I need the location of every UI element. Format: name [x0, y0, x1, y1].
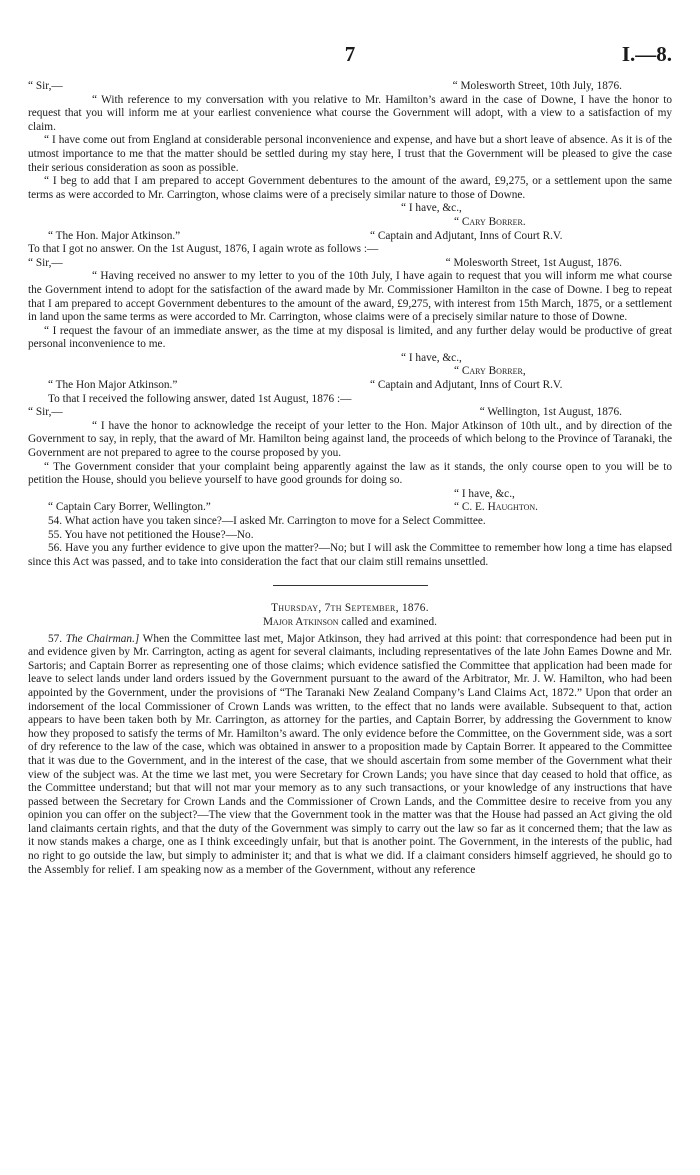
document-reference: I.—8.	[621, 42, 672, 66]
letter1-paragraph: “ With reference to my conversation with you relative to Mr. Hamilton’s award in the case of Downe, I have the honor to request that you will inform me at your earliest convenience what course the Government will adopt, with a view to a satisfaction of my claim.	[28, 93, 672, 133]
narrative-text: To that I got no answer. On the 1st August, 1876, I again wrote as follows :—	[28, 243, 379, 256]
qa-item: 54. What action have you taken since?—I asked Mr. Carrington to move for a Select Committee.	[48, 515, 486, 527]
letter1-paragraph: “ I beg to add that I am prepared to accept Government debentures to the amount of the award, £9,275, or a settlement upon the same terms as were accorded to Mr. Carrington, whose claims were of a precisely similar nature to those of Downe.	[28, 175, 672, 201]
letter2-footer	[28, 379, 672, 393]
qa-item	[28, 633, 672, 878]
letter1-address: “ Molesworth Street, 10th July, 1876.	[452, 80, 622, 92]
question-number: 57.	[48, 632, 63, 645]
qa-item: 56. Have you any further evidence to give upon the matter?—No; but I will ask the Committee to remember how long a time has elapsed since this Act was passed, and to take into consideration the fact that our claim still remains unsettled.	[28, 542, 672, 568]
letter3-closing: “ I have, &c.,	[454, 487, 515, 500]
letter2-recipient: “ The Hon Major Atkinson.”	[48, 379, 178, 392]
question-speaker: The Chairman.]	[65, 632, 140, 645]
letter2-paragraph: “ Having received no answer to my letter to you of the 10th July, I have again to request that you will inform me what course the Government intend to adopt for the satisfaction of the award made by Mr. Commissioner Hamilton in the case of Downe. I beg to repeat that I am prepared to accept Government debentures to the amount of the award, £9,275, with interest from 15th March, 1875, or a settlement in land upon the same terms as were accorded to Mr. Carrington, whose claims were of a precisely similar nature to those of Downe.	[28, 270, 672, 324]
page-header	[0, 42, 700, 66]
letter1-recipient: “ The Hon. Major Atkinson.”	[48, 229, 181, 242]
qa-item: 55. You have not petitioned the House?—No.	[48, 528, 254, 541]
letter3-footer	[28, 501, 672, 515]
letter2-signature: “ Cary Borrer,	[454, 365, 526, 378]
document-body	[28, 80, 672, 877]
letter2-paragraph: “ I request the favour of an immediate answer, as the time at my disposal is limited, and any further delay would be productive of great personal inconvenience to me.	[28, 324, 672, 351]
letter3-salutation: “ Sir,—	[28, 406, 63, 419]
letter1-salutation: “ Sir,—	[28, 80, 63, 92]
letter1-signature: “ Cary Borrer.	[454, 215, 526, 228]
witness-heading	[28, 616, 672, 630]
letter1-footer	[28, 230, 672, 244]
session-date-heading: Thursday, 7th September, 1876.	[271, 602, 429, 615]
letter2-address: “ Molesworth Street, 1st August, 1876.	[445, 256, 622, 269]
letter2-heading	[28, 257, 672, 271]
page-number: 7	[344, 42, 356, 66]
letter3-signature: “ C. E. Haughton.	[454, 501, 538, 514]
narrative-text: To that I received the following answer, dated 1st August, 1876 :—	[48, 392, 352, 405]
letter3-paragraph: “ I have the honor to acknowledge the receipt of your letter to the Hon. Major Atkinson of 10th ult., and by direction of the Government to say, in reply, that the award of Mr. Hamilton being against land, the proceeds of which belong to the Province of Taranaki, the Government are not prepared to agree to the course proposed by you.	[28, 419, 672, 460]
letter2-closing: “ I have, &c.,	[401, 351, 462, 364]
letter3-paragraph: “ The Government consider that your complaint being apparently against the law as it stands, the only course open to you will be to petition the House, should you believe yourself to have good grounds for doing so.	[28, 460, 672, 487]
witness-name: Major Atkinson	[262, 615, 339, 628]
letter2-signatory-title: “ Captain and Adjutant, Inns of Court R.V.	[370, 379, 563, 392]
witness-suffix: called and examined.	[341, 615, 438, 628]
letter1-paragraph: “ I have come out from England at considerable personal inconvenience and expense, and have but a short leave of absence. As it is of the utmost importance to me that the matter should be settled during my stay here, I trust that the Government will be pleased to give the case their serious consideration as soon as possible.	[28, 134, 672, 174]
letter3-recipient: “ Captain Cary Borrer, Wellington.”	[48, 501, 211, 514]
question-text: When the Committee last met, Major Atkinson, they had arrived at this point: that correspondence had been put in and evidence given by Mr. Carrington, acting as agent for several claimants, including representatives of the late John Eames Downe and Mr. Sartoris; and Captain Borrer as representing one of those claims; which evidence satisfied the Committee that application had been made for leave to select lands under land orders issued by the Government pursuant to the award of the Arbitrator, Mr. J. W. Hamilton, who had been appointed by the Government, under the provisions of “The Taranaki New Zealand Company’s Land Claims Act, 1872.” Upon that order an indorsement of the local Commissioner of Crown Lands was written, to the effect that no lands were available. Subsequent to that, action appears to have been taken both by Mr. Carrington, as attorney for the parties, and Captain Borrer, by addressing the Government to know how they proposed to satisfy the terms of Mr. Hamilton’s award. The only evidence before the Committee, on the Government side, was a sort of dry reference to the law of the case, which was obtained in answer to a proposition made by Captain Borrer. It appeared to the Committee that it was due to the Government, and in the interest of the case, that we should ascertain from some member of the Government what their view of the subject was. At the time we last met, you were Secretary for Crown Lands; you have since that day ceased to hold that office, as the Committee understand; but that will not mar your memory as to any such transactions, or your knowledge of any instructions that have passed between the Secretary for Crown Lands and the Commissioner of Crown Lands, and the Committee desire to receive from you any opinion you can offer on the subject?—The view that the Government took in the matter was that the House had passed an Act giving the old land claimants certain rights, and that the duty of the Government was simply to carry out the law so far as it concerned them; that the law as it now stands makes a charge, one as I think exceedingly unfair, but that is another point. The Government, in the interests of the public, had no right to go outside the law, but simply to administer it; and that is what we did. If a claimant considers himself aggrieved, he should go to the Assembly for relief. I am speaking now as a member of the Government, without any reference	[28, 632, 673, 876]
letter2-salutation: “ Sir,—	[28, 256, 63, 269]
letter1-closing: “ I have, &c.,	[401, 202, 462, 215]
section-divider	[273, 585, 428, 586]
letter1-heading	[28, 80, 672, 94]
letter1-signatory-title: “ Captain and Adjutant, Inns of Court R.V.	[370, 229, 563, 242]
letter3-address: “ Wellington, 1st August, 1876.	[479, 406, 622, 419]
letter3-heading	[28, 406, 672, 420]
